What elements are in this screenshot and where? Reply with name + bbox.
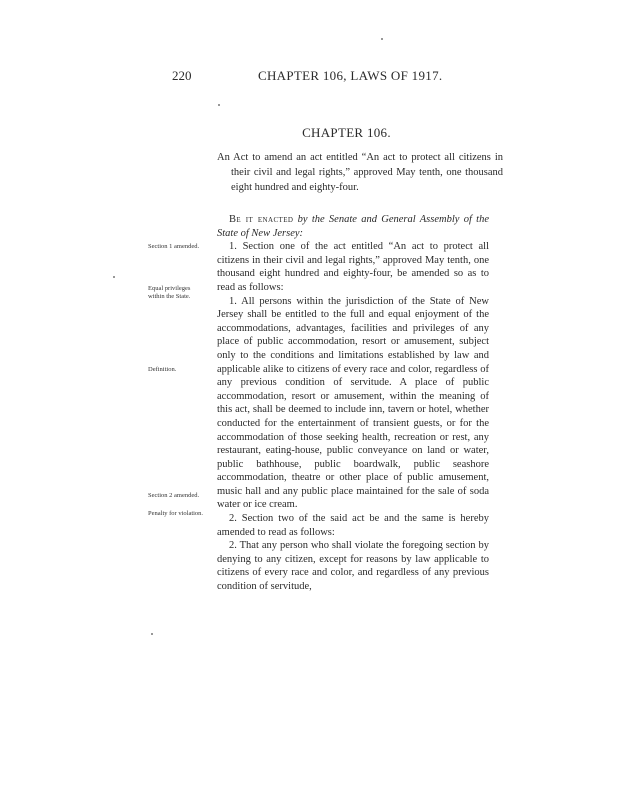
body-text: [217, 213, 489, 594]
scan-speck: [113, 276, 115, 278]
paragraph-3: 2. Section two of the said act be and the same is hereby amended to read as follows:: [217, 513, 489, 538]
margin-note-section-1: Section 1 amended.: [148, 243, 200, 250]
paragraph-2: 1. All persons within the jurisdiction of the State of New Jersey shall be entitled to the full and equal enjoyment of the accommodations, advantages, facilities and privileges of any place of public accommodation, resort or amusement, subject only to the conditions and limitations established by law and applicable alike to citizens of every race and color, regardless of any previous condition of servitude. A place of public accommodation, resort or amusement, within the meaning of this act, shall be deemed to include inn, tavern or hotel, whether conducted for the entertainment of transient guests, or for the accommodation of those seeking health, recreation or rest, any restaurant, eating-house, public conveyance on land or water, public bathhouse, public boardwalk, public seashore accommodation, theatre or other place of public amusement, music hall and any public place maintained for the sale of soda water or ice cream.: [217, 295, 489, 511]
margin-note-penalty: Penalty for violation.: [148, 510, 204, 517]
scan-speck: [151, 633, 153, 635]
enacting-rest: by the Senate and General Assembly of the State of New Jersey:: [217, 214, 489, 239]
margin-note-definition: Definition.: [148, 366, 177, 373]
act-title: An Act to amend an act entitled “An act to protect all citizens in their civil and legal rights,” approved May tenth, one thousand eight hundred and eighty-four.: [217, 152, 503, 193]
margin-note-section-2: Section 2 amended.: [148, 492, 200, 499]
page-number: 220: [172, 68, 192, 83]
margin-note-equal-privileges: Equal privileges within the State.: [148, 285, 191, 300]
scan-speck: [218, 104, 220, 106]
running-head: CHAPTER 106, LAWS OF 1917.: [258, 68, 443, 83]
enacting-clause: [217, 213, 489, 240]
scan-speck: [381, 38, 383, 40]
paragraph-4: 2. That any person who shall violate the foregoing section by denying to any citizen, except for reasons by law applicable to citizens of every race and color, and regardless of any previous condition of servitude,: [217, 540, 489, 593]
enacting-lead: Be it enacted: [229, 214, 294, 225]
paragraph-1: 1. Section one of the act entitled “An act to protect all citizens in their civil and legal rights,” approved May tenth, one thousand eight hundred and eighty-four, be amended so as to read as follows:: [217, 241, 489, 293]
chapter-title: CHAPTER 106.: [302, 125, 391, 140]
